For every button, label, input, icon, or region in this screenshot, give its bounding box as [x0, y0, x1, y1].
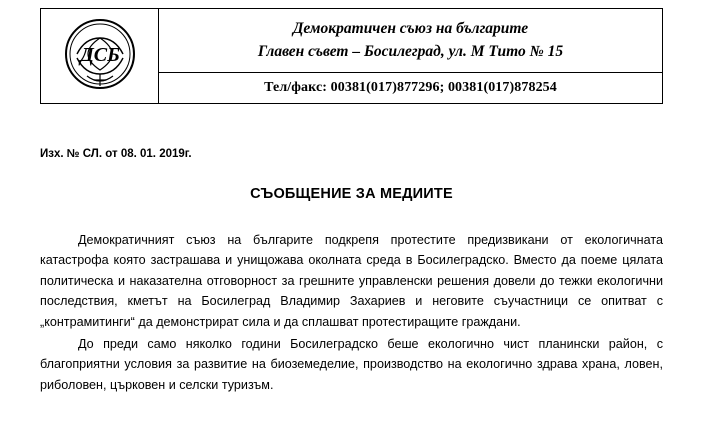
- body-paragraph: До преди само няколко години Босилеградско беше екологично чист планински район, с благоприятни условия за развитие на биоземеделие, производство на екологично здрава храна, ловен, риболовен, църковен и селски туризъм.: [40, 336, 663, 392]
- letterhead: [40, 8, 663, 104]
- document-body: [40, 230, 663, 395]
- organization-title: [159, 9, 662, 73]
- organization-contact: Тел/факс: 00381(017)877296; 00381(017)878254: [264, 80, 557, 95]
- document-page: [0, 8, 703, 446]
- letterhead-text: [159, 9, 662, 103]
- document-title: СЪОБЩЕНИЕ ЗА МЕДИИТЕ: [250, 186, 453, 202]
- body-paragraph: Демократичният съюз на българите подкрепя протестите предизвикани от екологичната катастрофа която застрашава и унищожава околната среда в Босилеградско. Вместо да поеме цялата политическа и наказателна отговорност за грешните управленски решения довели до тежки екологични последствия, кметът на Босилеград Владимир Захариев и неговите съучастници се опитват с „контрамитинги“ да демонстрират сила и да сплашват протестиращите граждани.: [40, 233, 663, 329]
- organization-address: Главен съвет – Босилеград, ул. М Тито № 15: [257, 42, 564, 60]
- organization-name: Демократичен съюз на българите: [292, 20, 529, 38]
- dsb-emblem-icon: [57, 14, 143, 98]
- svg-text:ДСБ: ДСБ: [79, 44, 120, 66]
- organization-logo: [41, 9, 159, 103]
- document-reference: Изх. № СЛ. от 08. 01. 2019г.: [40, 148, 192, 160]
